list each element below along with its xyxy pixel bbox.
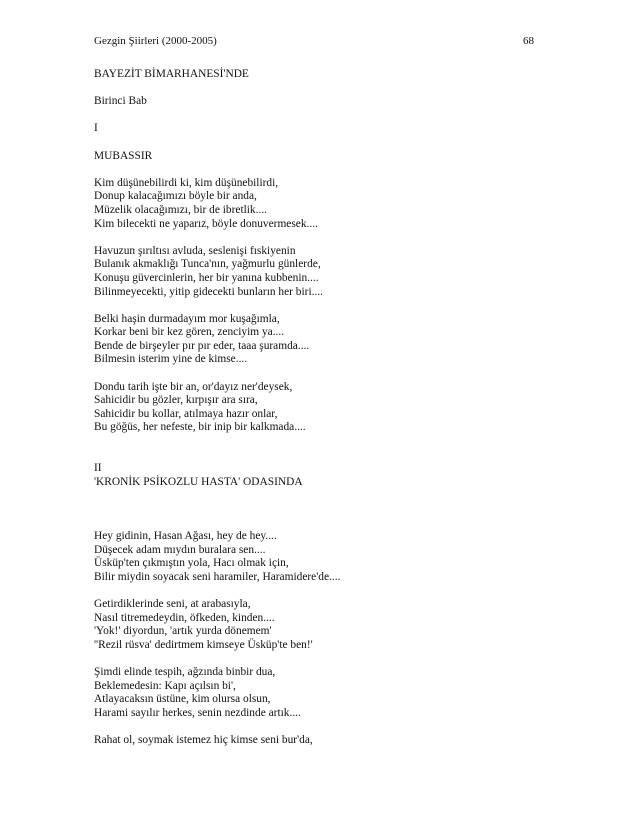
poem-line: Hey gidinin, Hasan Ağası, hey de hey.... xyxy=(94,530,277,543)
poem-line: Sahicidir bu gözler, kırpışır ara sıra, xyxy=(94,394,258,407)
poem-line: Üsküp'ten çıkmıştın yola, Hacı olmak için, xyxy=(94,557,289,570)
poem-line: Bulanık akmaklığı Tunca'nın, yağmurlu günlerde, xyxy=(94,258,321,271)
poem-line: Bende de birşeyler pır pır eder, taaa şuramda.... xyxy=(94,339,310,352)
poem-line: Sahicidir bu kollar, atılmaya hazır onlar, xyxy=(94,407,278,420)
stanza xyxy=(94,734,544,748)
poem-line: Kim düşünebilirdi ki, kim düşünebilirdi, xyxy=(94,176,279,189)
poem-line: Belki haşin durmadayım mor kuşağımla, xyxy=(94,312,280,325)
stanza xyxy=(94,122,544,136)
poem-line: Kim bilecekti ne yaparız, böyle donuvermesek.... xyxy=(94,217,318,230)
poem-line: Bu göğüs, her nefeste, bir inip bir kalkmada.... xyxy=(94,421,306,434)
poem-line: I xyxy=(94,122,98,135)
poem-line: MUBASSIR xyxy=(94,149,153,162)
poem-line: Donup kalacağımızı böyle bir anda, xyxy=(94,190,257,203)
stanza xyxy=(94,150,544,164)
stanza xyxy=(94,462,544,489)
poem-content xyxy=(94,68,544,761)
stanza xyxy=(94,245,544,299)
poem-line: Nasıl titremedeydin, öfkeden, kinden.... xyxy=(94,611,275,624)
poem-line: Havuzun şırıltısı avluda, seslenişi fıskiyenin xyxy=(94,244,296,257)
poem-line: 'KRONİK PSİKOZLU HASTA' ODASINDA xyxy=(94,475,303,488)
stanza xyxy=(94,177,544,231)
stanza xyxy=(94,68,544,82)
poem-line: ''Rezil rüsva' dedirtmem kimseye Üsküp'te ben!' xyxy=(94,638,313,651)
stanza xyxy=(94,313,544,367)
poem-line: Bilir miydin soyacak seni haramiler, Haramidere'de.... xyxy=(94,571,341,583)
poem-line: Atlayacaksın üstüne, kim olursa olsun, xyxy=(94,693,271,706)
poem-line: Harami sayılır herkes, senin nezdinde artık.... xyxy=(94,706,301,719)
poem-line: Beklemedesin: Kapı açılsın bi', xyxy=(94,679,236,692)
poem-line: Müzelik olacağımızı, bir de ibretlik.... xyxy=(94,203,268,216)
poem-line: Dondu tarih işte bir an, or'dayız ner'deysek, xyxy=(94,380,293,393)
stanza xyxy=(94,530,544,584)
stanza xyxy=(94,381,544,435)
poem-line: Konuşu güvercinlerin, her bir yanına kubbenin.... xyxy=(94,271,319,284)
poem-line: Rahat ol, soymak istemez hiç kimse seni bur'da, xyxy=(94,734,313,747)
page-number: 68 xyxy=(523,35,534,47)
poem-line: Bilmesin isterim yine de kimse.... xyxy=(94,353,248,366)
poem-line: Şimdi elinde tespih, ağzında binbir dua, xyxy=(94,666,276,679)
page-header xyxy=(94,35,534,48)
stanza xyxy=(94,95,544,109)
poem-line: Düşecek adam mıydın buralara sen.... xyxy=(94,543,266,556)
stanza xyxy=(94,666,544,720)
poem-line: Bilinmeyecekti, yitip gidecekti bunların her biri.... xyxy=(94,285,324,298)
stanza xyxy=(94,598,544,652)
header-title: Gezgin Şiirleri (2000-2005) xyxy=(94,35,217,47)
poem-line: Birinci Bab xyxy=(94,95,147,108)
poem-line: Korkar beni bir kez gören, zenciyim ya.... xyxy=(94,326,285,339)
poem-line: BAYEZİT BİMARHANESİ'NDE xyxy=(94,68,249,80)
poem-line: Getirdiklerinde seni, at arabasıyla, xyxy=(94,598,251,611)
poem-line: 'Yok!' diyordun, 'artık yurda dönemem' xyxy=(94,625,272,638)
poem-line: II xyxy=(94,462,102,475)
